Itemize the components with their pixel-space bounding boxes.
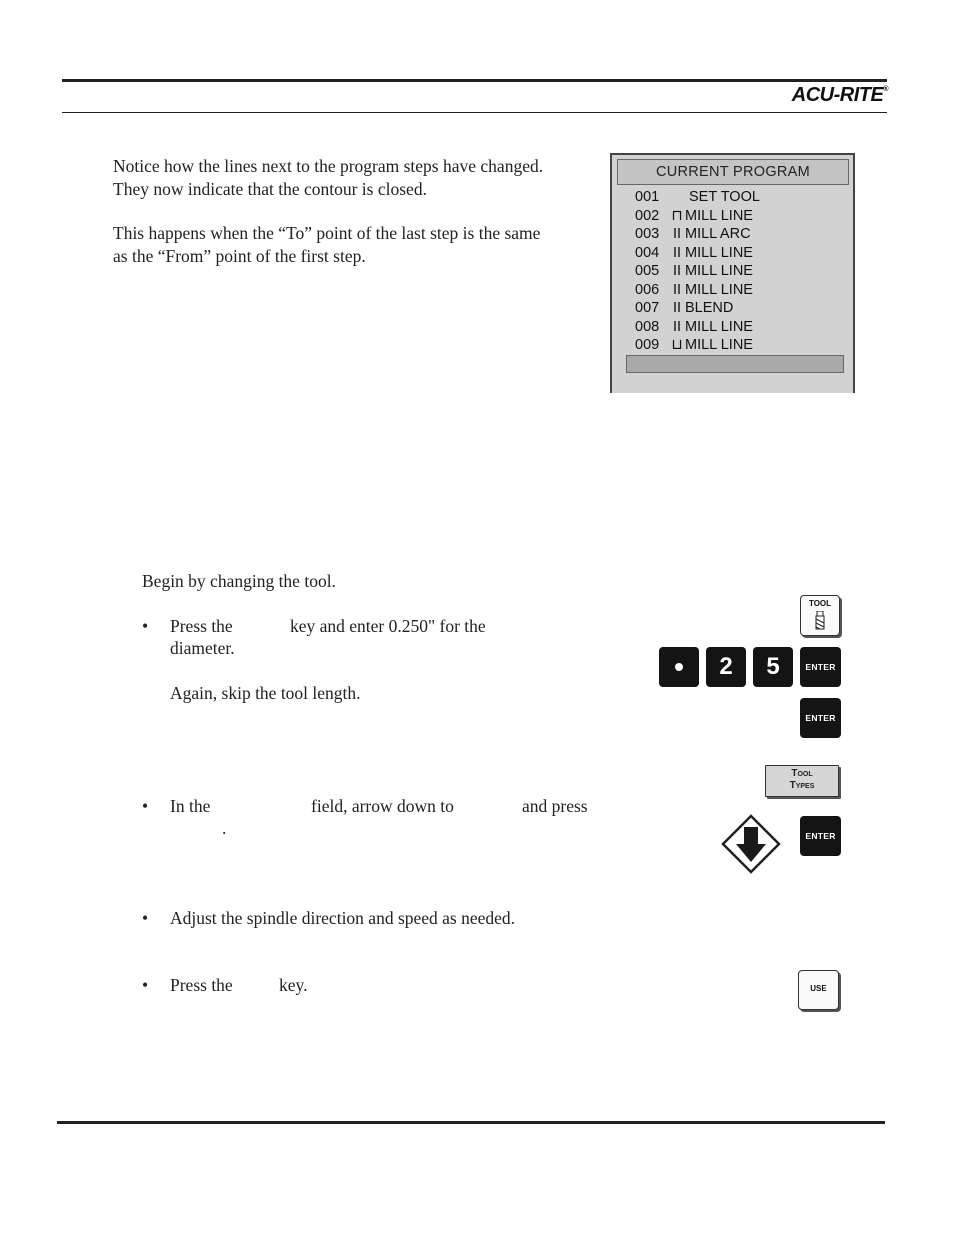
program-step-number: 002 bbox=[635, 207, 660, 224]
program-row bbox=[635, 188, 760, 206]
program-step-number: 006 bbox=[635, 281, 660, 298]
program-row bbox=[635, 299, 733, 317]
use-key[interactable]: USE bbox=[798, 970, 839, 1010]
program-step-number: 003 bbox=[635, 226, 660, 242]
acu-rite-logo bbox=[792, 84, 888, 107]
contour-marker-icon: II bbox=[672, 226, 682, 242]
program-row bbox=[635, 262, 753, 280]
header-rule-thick bbox=[62, 79, 887, 82]
program-row bbox=[635, 225, 751, 243]
program-step-label: MILL LINE bbox=[685, 244, 753, 261]
program-step-label: MILL LINE bbox=[685, 281, 753, 298]
program-step-number: 008 bbox=[635, 318, 660, 335]
screen-highlight-bar bbox=[626, 355, 844, 373]
program-step-label: MILL ARC bbox=[685, 226, 751, 242]
program-step-label: BLEND bbox=[685, 300, 734, 316]
enter-key-1[interactable]: ENTER bbox=[800, 647, 841, 687]
bullet-4: • bbox=[142, 975, 149, 995]
program-step-number: 001 bbox=[635, 189, 660, 205]
step2-field-arrow-down: field, arrow down to bbox=[311, 796, 454, 816]
program-step-label: MILL LINE bbox=[685, 263, 753, 279]
intro-paragraph-2 bbox=[113, 222, 593, 267]
program-step-number: 004 bbox=[635, 244, 660, 261]
step2-and-press: and press bbox=[522, 796, 588, 816]
step2-in-the: In the bbox=[170, 796, 211, 816]
screen-title: CURRENT PROGRAM bbox=[617, 159, 849, 185]
step4-key: key. bbox=[279, 975, 308, 995]
step3-text: Adjust the spindle direction and speed as needed. bbox=[170, 908, 516, 928]
header-rule-thin bbox=[62, 112, 887, 113]
enter-key-2[interactable]: ENTER bbox=[800, 698, 841, 738]
program-step-number: 007 bbox=[635, 300, 660, 316]
intro-line-1: Notice how the lines next to the program steps have changed. bbox=[113, 156, 544, 176]
intro-line-2: They now indicate that the contour is closed. bbox=[113, 178, 427, 199]
program-row bbox=[635, 244, 753, 262]
program-step-label: SET TOOL bbox=[689, 189, 760, 205]
registered-mark: ® bbox=[883, 86, 888, 93]
five-key[interactable]: 5 bbox=[753, 647, 793, 687]
bullet-3: • bbox=[142, 908, 149, 928]
contour-marker-icon bbox=[669, 188, 685, 206]
two-key[interactable]: 2 bbox=[706, 647, 746, 687]
tool-types-label-2: Types bbox=[789, 780, 815, 791]
step1-note: Again, skip the tool length. bbox=[170, 683, 361, 703]
step1-key-and-enter: key and enter 0.250" for the bbox=[290, 616, 486, 636]
enter-key-3[interactable]: ENTER bbox=[800, 816, 841, 856]
tool-types-key[interactable] bbox=[765, 765, 839, 797]
logo-text: ACU-RITE bbox=[791, 84, 884, 106]
program-row bbox=[635, 336, 753, 354]
tool-key-label: TOOL bbox=[808, 599, 832, 608]
intro-line-3: This happens when the “To” point of the last step is the same bbox=[113, 223, 541, 243]
intro-paragraph-1 bbox=[113, 155, 593, 200]
contour-marker-icon: II bbox=[672, 281, 682, 298]
end-mill-icon bbox=[813, 611, 827, 631]
bullet-1: • bbox=[142, 616, 149, 636]
contour-marker-icon: II bbox=[672, 300, 682, 316]
contour-marker-icon: ⊓ bbox=[671, 207, 683, 224]
program-step-label: MILL LINE bbox=[685, 318, 753, 335]
program-row bbox=[635, 281, 753, 299]
tool-types-label-1: Tool bbox=[791, 768, 813, 779]
step4-press-the: Press the bbox=[170, 975, 233, 995]
program-row bbox=[635, 207, 753, 225]
program-step-label: MILL LINE bbox=[685, 207, 753, 224]
current-program-screen bbox=[610, 153, 855, 393]
arrow-down-key[interactable] bbox=[721, 814, 781, 874]
program-step-number: 005 bbox=[635, 263, 660, 279]
step1-diameter: diameter. bbox=[170, 638, 235, 658]
footer-rule bbox=[57, 1121, 885, 1124]
contour-marker-icon: II bbox=[672, 263, 682, 279]
begin-text: Begin by changing the tool. bbox=[142, 571, 336, 591]
decimal-point-key[interactable] bbox=[659, 647, 699, 687]
program-step-number: 009 bbox=[635, 337, 660, 353]
contour-marker-icon: II bbox=[672, 318, 682, 335]
program-row bbox=[635, 318, 753, 336]
contour-marker-icon: ⊔ bbox=[671, 337, 683, 353]
intro-line-4: as the “From” point of the first step. bbox=[113, 245, 366, 266]
program-step-label: MILL LINE bbox=[685, 337, 753, 353]
contour-marker-icon: II bbox=[672, 244, 682, 261]
step1-press-the: Press the bbox=[170, 616, 233, 636]
bullet-2: • bbox=[142, 796, 149, 816]
step2-period: . bbox=[222, 818, 227, 838]
tool-key[interactable] bbox=[800, 595, 840, 636]
